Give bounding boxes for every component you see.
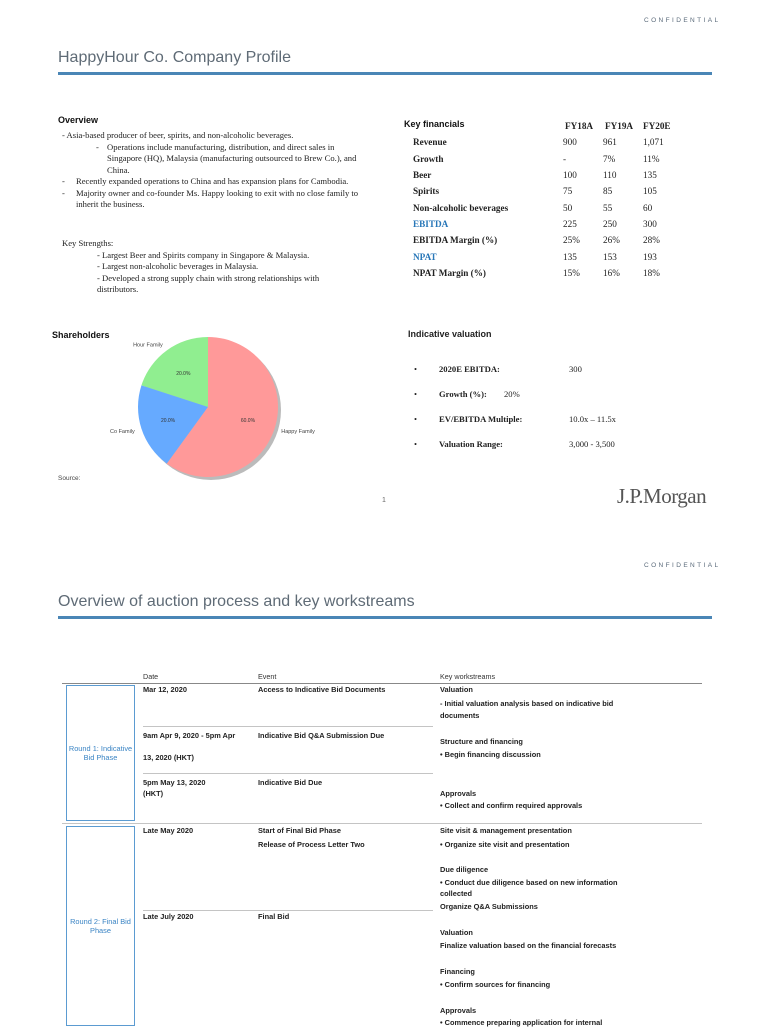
r2-work: • Commence preparing application for internal	[440, 1018, 603, 1027]
confidential-label: CONFIDENTIAL	[644, 17, 721, 24]
strength-item: - Largest Beer and Spirits company in Singapore & Malaysia.	[97, 249, 310, 260]
r2-work: Approvals	[440, 1006, 477, 1015]
financials-cell: 18%	[643, 267, 660, 278]
r1-work: • Begin financing discussion	[440, 750, 541, 759]
round1-box	[66, 685, 135, 821]
r1-date: (HKT)	[143, 789, 164, 798]
financials-row-label: EBITDA	[413, 218, 449, 229]
financials-cell: 105	[643, 186, 657, 197]
financials-row-label: Spirits	[413, 186, 440, 197]
financials-cell: 16%	[603, 267, 620, 278]
financials-row-label: NPAT Margin (%)	[413, 267, 486, 278]
overview-text	[62, 130, 362, 211]
financials-row-label: Revenue	[413, 137, 447, 148]
r2-work: • Confirm sources for financing	[440, 980, 551, 989]
financials-cell: 135	[563, 251, 577, 262]
bullet-dot: •	[414, 364, 418, 374]
r2-date: Late July 2020	[143, 912, 194, 921]
overview-line: - Asia-based producer of beer, spirits, and non-alcoholic beverages.	[62, 130, 294, 140]
col-header: FY18A	[565, 121, 594, 132]
financials-row-label: Growth	[413, 153, 444, 164]
financials-table	[413, 118, 683, 281]
row-rule	[143, 773, 433, 774]
r1-event: Access to Indicative Bid Documents	[258, 685, 386, 694]
shareholders-pie-chart	[110, 320, 320, 490]
financials-row	[413, 183, 683, 199]
header-workstreams: Key workstreams	[440, 672, 496, 681]
r2-work: Finalize valuation based on the financial forecasts	[440, 941, 617, 950]
financials-cell: 50	[563, 202, 573, 213]
r1-date: Mar 12, 2020	[143, 685, 187, 694]
bullet-dash: -	[62, 187, 65, 198]
financials-row-label: EBITDA Margin (%)	[413, 235, 498, 246]
financials-row-label: Non-alcoholic beverages	[413, 202, 509, 213]
financials-cell: 85	[603, 186, 613, 197]
r1-work: documents	[440, 711, 480, 720]
overview-subbullet: - Operations include manufacturing, distribution, and direct sales in Singapore (HQ), Malaysia (manufacturing outsourced to Brew Co.), and China.	[96, 141, 357, 175]
r2-work: • Organize site visit and presentation	[440, 840, 570, 849]
r2-event: Start of Final Bid Phase	[258, 826, 341, 835]
bullet-dot: •	[414, 389, 418, 399]
pie-svg	[110, 320, 320, 490]
pie-slice-label: Happy Family	[281, 428, 315, 435]
bullet-dash: -	[62, 176, 65, 186]
r1-event: Indicative Bid Q&A Submission Due	[258, 731, 385, 740]
valuation-heading: Indicative valuation	[408, 329, 492, 339]
r1-date: 9am Apr 9, 2020 - 5pm Apr	[143, 731, 236, 740]
pie-pct-label: 60.0%	[240, 417, 256, 424]
bullet-dot: •	[414, 439, 418, 449]
financials-row	[413, 151, 683, 167]
financials-row-label: NPAT	[413, 251, 437, 262]
r2-date: Late May 2020	[143, 826, 194, 835]
financials-cell: 110	[603, 170, 617, 181]
overview-bullet: - Recently expanded operations to China and has expansion plans for Cambodia.	[62, 176, 349, 186]
financials-cell: 75	[563, 186, 573, 197]
r1-work: Valuation	[440, 685, 473, 694]
financials-cell: 225	[563, 218, 577, 229]
financials-row	[413, 265, 683, 281]
overview-heading: Overview	[58, 115, 99, 125]
row-rule	[143, 726, 433, 727]
financials-cell: 250	[603, 218, 617, 229]
financials-heading: Key financials	[404, 119, 465, 129]
financials-cell: 11%	[643, 153, 660, 164]
r1-work: Structure and financing	[440, 737, 523, 746]
pie-slice-label: Co Family	[110, 428, 135, 435]
header-date: Date	[143, 672, 159, 681]
r1-work: • Collect and confirm required approvals	[440, 801, 583, 810]
r2-work: collected	[440, 889, 473, 898]
jpmorgan-logo: J.P.Morgan	[617, 484, 707, 508]
strength-item: - Largest non-alcoholic beverages in Malaysia.	[97, 261, 259, 271]
r1-date: 5pm May 13, 2020	[143, 778, 206, 787]
financials-row	[413, 167, 683, 183]
round1-label: Round 1: Indicative Bid Phase	[68, 744, 133, 762]
shareholders-heading: Shareholders	[52, 330, 110, 340]
header-event: Event	[258, 672, 277, 681]
financials-row	[413, 216, 683, 232]
pie-pct-label: 20.0%	[160, 417, 176, 424]
r2-event: Final Bid	[258, 912, 290, 921]
financials-cell: 7%	[603, 153, 616, 164]
financials-cell: 26%	[603, 235, 620, 246]
financials-cell: 1,071	[643, 137, 664, 148]
r1-work: Approvals	[440, 789, 477, 798]
r2-work: Site visit & management presentation	[440, 826, 572, 835]
page-title: HappyHour Co. Company Profile	[58, 49, 291, 66]
financials-cell: 135	[643, 170, 657, 181]
financials-cell: 28%	[643, 235, 660, 246]
financials-cell: 193	[643, 251, 657, 262]
financials-cell: 15%	[563, 267, 580, 278]
r2-work: Valuation	[440, 928, 473, 937]
financials-cell: 60	[643, 202, 653, 213]
financials-cell: 25%	[563, 235, 580, 246]
r2-work: • Conduct due diligence based on new information	[440, 878, 618, 887]
financials-cell: 153	[603, 251, 617, 262]
valuation-list: • 2020E EBITDA: 300 • Growth (%): 20% • EV/EBITDA Multiple: 10.0x – 11.5x • Valuation Range: 3,000 - 3,500	[414, 364, 616, 449]
round2-label: Round 2: Final Bid Phase	[70, 917, 131, 935]
r2-event: Release of Process Letter Two	[258, 840, 365, 849]
financials-row	[413, 232, 683, 248]
strength-item: - Developed a strong supply chain with strong relationships with distributors.	[97, 272, 320, 294]
r1-work: - Initial valuation analysis based on indicative bid	[440, 699, 614, 708]
page-number: 1	[382, 497, 386, 504]
r2-work: Financing	[440, 967, 475, 976]
page-title: Overview of auction process and key workstreams	[58, 593, 415, 610]
financials-cell: 100	[563, 170, 577, 181]
financials-cell: -	[563, 153, 567, 164]
financials-cell: 55	[603, 202, 613, 213]
overview-bullet: - Majority owner and co-founder Ms. Happy looking to exit with no close family to inherit the business.	[62, 187, 359, 209]
source-label: Source:	[58, 475, 81, 482]
r2-work: Due diligence	[440, 865, 489, 874]
r1-event: Indicative Bid Due	[258, 778, 323, 787]
financials-cell: 300	[643, 218, 657, 229]
col-header: FY20E	[643, 121, 671, 132]
title-rule	[58, 616, 712, 619]
pie-slice-label: Hour Family	[133, 342, 163, 349]
round2-box	[66, 826, 135, 1026]
key-strengths	[62, 238, 362, 296]
title-rule	[58, 72, 712, 75]
bullet-dot: •	[414, 414, 418, 424]
col-header: FY19A	[605, 121, 634, 132]
bullet-dash: -	[96, 141, 99, 152]
r2-work: Organize Q&A Submissions	[440, 902, 538, 911]
financials-row	[413, 199, 683, 215]
strengths-heading: Key Strengths:	[62, 238, 114, 248]
pie-pct-label: 20.0%	[176, 371, 191, 378]
financials-row	[413, 248, 683, 264]
financials-row	[413, 134, 683, 150]
financials-cell: 961	[603, 137, 617, 148]
r1-date: 13, 2020 (HKT)	[143, 753, 194, 762]
confidential-label: CONFIDENTIAL	[644, 562, 721, 569]
financials-row-label: Beer	[413, 170, 432, 181]
financials-cell: 900	[563, 137, 577, 148]
